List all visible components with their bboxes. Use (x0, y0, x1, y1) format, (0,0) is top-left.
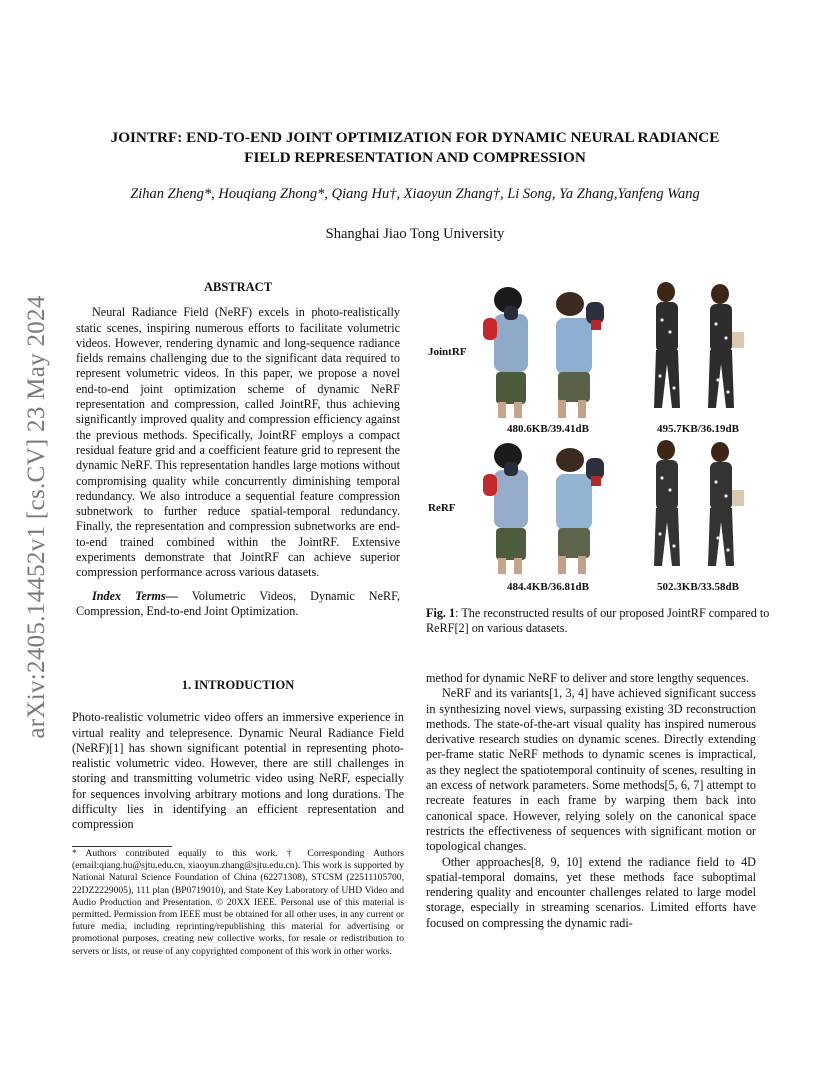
right-column-body (426, 671, 756, 931)
row-label-jointrf: JointRF (428, 346, 467, 358)
abstract-text: Neural Radiance Field (NeRF) excels in photo-realistically static scenes, inspiring numerous efforts to facilitate volumetric videos. However, rendering dynamic and long-sequence radiance fields remains challenging due to the significant data required to represent volumetric videos. In this paper, we propose a novel end-to-end joint optimization scheme of dynamic NeRF representation and compression, called JointRF, thus achieving significantly improved quality and compression efficiency against the previous methods. Specifically, JointRF employs a compact residual feature grid and a coefficient feature grid to represent the dynamic NeRF. This representation handles large motions without compromising quality while concurrently diminishing temporal redundancy. We also introduce a sequential feature compression subnetwork to further reduce spatial-temporal redundancy. Finally, the representation and compression subnetworks are end-to-end trained combined within the JointRF. Extensive experiments demonstrate that JointRF can achieve superior compression performance across various datasets. (76, 305, 400, 580)
rerf-boxer-image (478, 440, 618, 576)
right-paragraph-0: method for dynamic NeRF to deliver and store lengthy sequences. (426, 671, 749, 685)
index-terms (72, 589, 404, 620)
index-terms-label: Index Terms— (92, 588, 178, 603)
abstract-heading: ABSTRACT (203, 280, 273, 294)
caption-rerf-left: 484.4KB/36.81dB (507, 581, 589, 593)
abstract-section (72, 280, 404, 619)
figure-caption (426, 606, 770, 637)
title-line-1: JOINTRF: END-TO-END JOINT OPTIMIZATION FOR DYNAMIC NEURAL RADIANCE (110, 129, 720, 146)
jointrf-woman-image (638, 280, 758, 420)
right-paragraph-2: Other approaches[8, 9, 10] extend the radiance field to 4D spatial-temporal domains, yet these methods face suboptimal rendering quality and encounter challenges related to large model storage, especially in streaming scenarios. Limited efforts have focused on compressing the dynamic radi- (426, 854, 756, 930)
row-label-rerf: ReRF (428, 502, 456, 514)
paper-title (70, 128, 760, 168)
figure-caption-text: : The reconstructed results of our proposed JointRF compared to ReRF[2] on various datasets. (426, 606, 770, 636)
arxiv-stamp-text: arXiv:2405.14452v1 [cs.CV] 23 May 2024 (23, 295, 50, 739)
caption-jointrf-left: 480.6KB/39.41dB (507, 423, 589, 435)
title-line-2: FIELD REPRESENTATION AND COMPRESSION (244, 149, 586, 166)
index-terms-text: Volumetric Videos, Dynamic NeRF, Compression, End-to-end Joint Optimization. (76, 588, 400, 618)
rerf-woman-image (638, 438, 758, 578)
introduction-section (72, 678, 404, 833)
caption-jointrf-right: 495.7KB/36.19dB (657, 423, 739, 435)
right-paragraph-1: NeRF and its variants[1, 3, 4] have achieved significant success in synthesizing novel views, surpassing existing 3D reconstruction methods. The state-of-the-art visual quality has inspired numerous derivative research studies on dynamic scenes. Directly extending per-frame static NeRF methods to dynamic scenes is impractical, as they neglect the spatiotemporal continuity of scenes, resulting in an excess of network parameters. Some methods[5, 6, 7] attempt to recreate features in each frame by warping them back into canonical space. However, relying solely on the canonical space restricts the effectiveness of sequences with significant motion or topological changes. (426, 686, 756, 854)
figure-1 (418, 278, 770, 600)
intro-paragraph-1: Photo-realistic volumetric video offers an immersive experience in virtual reality and telepresence. Dynamic Neural Radiance Field (NeRF)[1] has shown significant potential in representing photo-realistic volumetric video. However, there are still challenges in storing and transmitting volumetric video using NeRF, especially for sequences involving arbitrary motions and long durations. The difficulty lies in identifying an efficient representation and compression (72, 710, 404, 832)
author-list: Zihan Zheng*, Houqiang Zhong*, Qiang Hu†, Xiaoyun Zhang†, Li Song, Ya Zhang,Yanfeng Wang (130, 186, 700, 202)
jointrf-boxer-image (478, 284, 618, 420)
intro-heading: 1. INTRODUCTION (181, 678, 295, 692)
footnote-rule (72, 846, 172, 847)
footnote: * Authors contributed equally to this work. † Corresponding Authors (email:qiang.hu@sjtu.edu.cn, xiaoyun.zhang@sjtu.edu.cn). This work is supported by National Natural Science Foundation of China (62271308), STCSM (22511105700, 22DZ2229005), 111 plan (BP0719010), and State Key Laboratory of UHD Video and Audio Production and Presentation. © 20XX IEEE. Personal use of this material is permitted. Permission from IEEE must be obtained for all other uses, in any current or future media, including reprinting/republishing this material for advertising or promotional purposes, creating new collective works, for resale or redistribution to servers or lists, or reuse of any copyrighted component of this work in other works. (72, 848, 404, 957)
affiliation: Shanghai Jiao Tong University (325, 226, 505, 242)
arxiv-stamp (22, 272, 52, 762)
caption-rerf-right: 502.3KB/33.58dB (657, 581, 739, 593)
figure-caption-label: Fig. 1 (426, 606, 456, 620)
